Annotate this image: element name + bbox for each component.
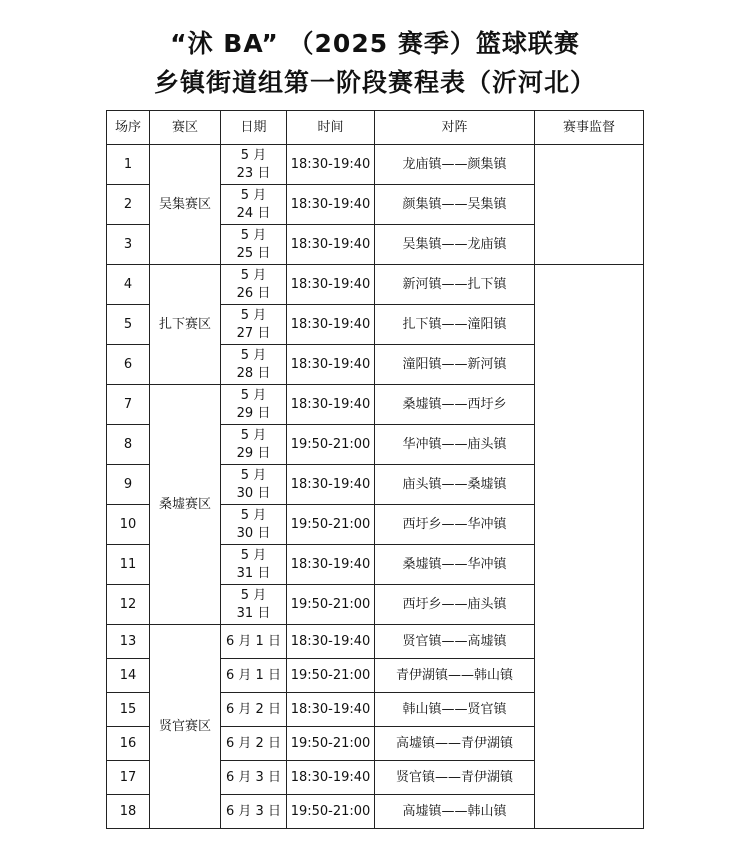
cell-match: 韩山镇——贤官镇 [375, 693, 535, 727]
supervisor-cell [535, 265, 644, 829]
cell-date: 5 月 30 日 [221, 505, 287, 545]
table-row [107, 145, 644, 185]
cell-no: 3 [107, 225, 150, 265]
cell-date: 5 月 28 日 [221, 345, 287, 385]
cell-time: 19:50-21:00 [287, 727, 375, 761]
cell-match: 吴集镇——龙庙镇 [375, 225, 535, 265]
cell-date: 6 月 3 日 [221, 761, 287, 795]
cell-match: 庙头镇——桑墟镇 [375, 465, 535, 505]
cell-date: 5 月 24 日 [221, 185, 287, 225]
cell-time: 18:30-19:40 [287, 761, 375, 795]
cell-no: 17 [107, 761, 150, 795]
cell-no: 10 [107, 505, 150, 545]
table-row [107, 265, 644, 305]
cell-time: 18:30-19:40 [287, 225, 375, 265]
cell-match: 潼阳镇——新河镇 [375, 345, 535, 385]
cell-date: 6 月 1 日 [221, 659, 287, 693]
cell-match: 青伊湖镇——韩山镇 [375, 659, 535, 693]
cell-date: 5 月 25 日 [221, 225, 287, 265]
cell-time: 18:30-19:40 [287, 693, 375, 727]
cell-time: 18:30-19:40 [287, 185, 375, 225]
cell-no: 1 [107, 145, 150, 185]
cell-match: 新河镇——扎下镇 [375, 265, 535, 305]
cell-date: 5 月 30 日 [221, 465, 287, 505]
cell-no: 14 [107, 659, 150, 693]
cell-date: 5 月 31 日 [221, 545, 287, 585]
cell-time: 18:30-19:40 [287, 625, 375, 659]
cell-no: 9 [107, 465, 150, 505]
cell-match: 桑墟镇——华冲镇 [375, 545, 535, 585]
cell-match: 贤官镇——青伊湖镇 [375, 761, 535, 795]
cell-match: 华冲镇——庙头镇 [375, 425, 535, 465]
cell-date: 6 月 2 日 [221, 693, 287, 727]
cell-date: 6 月 2 日 [221, 727, 287, 761]
cell-time: 18:30-19:40 [287, 465, 375, 505]
cell-time: 19:50-21:00 [287, 795, 375, 829]
header-time: 时间 [287, 111, 375, 145]
cell-time: 18:30-19:40 [287, 145, 375, 185]
cell-no: 4 [107, 265, 150, 305]
zone-cell: 贤官赛区 [150, 625, 221, 829]
cell-match: 高墟镇——韩山镇 [375, 795, 535, 829]
cell-match: 西圩乡——华冲镇 [375, 505, 535, 545]
supervisor-cell [535, 145, 644, 265]
header-date: 日期 [221, 111, 287, 145]
zone-cell: 吴集赛区 [150, 145, 221, 265]
cell-time: 19:50-21:00 [287, 659, 375, 693]
cell-no: 18 [107, 795, 150, 829]
cell-time: 18:30-19:40 [287, 385, 375, 425]
cell-date: 6 月 1 日 [221, 625, 287, 659]
cell-date: 5 月 27 日 [221, 305, 287, 345]
cell-no: 13 [107, 625, 150, 659]
cell-match: 颜集镇——吴集镇 [375, 185, 535, 225]
cell-no: 5 [107, 305, 150, 345]
title-line-2: 乡镇街道组第一阶段赛程表（沂河北） [153, 68, 596, 97]
header-match: 对阵 [375, 111, 535, 145]
cell-time: 19:50-21:00 [287, 505, 375, 545]
cell-no: 6 [107, 345, 150, 385]
cell-no: 2 [107, 185, 150, 225]
cell-time: 18:30-19:40 [287, 545, 375, 585]
cell-date: 6 月 3 日 [221, 795, 287, 829]
cell-time: 18:30-19:40 [287, 305, 375, 345]
cell-match: 西圩乡——庙头镇 [375, 585, 535, 625]
cell-time: 18:30-19:40 [287, 345, 375, 385]
cell-match: 高墟镇——青伊湖镇 [375, 727, 535, 761]
cell-time: 19:50-21:00 [287, 585, 375, 625]
cell-date: 5 月 29 日 [221, 385, 287, 425]
cell-date: 5 月 23 日 [221, 145, 287, 185]
cell-match: 桑墟镇——西圩乡 [375, 385, 535, 425]
cell-date: 5 月 26 日 [221, 265, 287, 305]
header-supervisor: 赛事监督 [535, 111, 644, 145]
cell-no: 11 [107, 545, 150, 585]
cell-no: 8 [107, 425, 150, 465]
cell-match: 扎下镇——潼阳镇 [375, 305, 535, 345]
cell-no: 7 [107, 385, 150, 425]
schedule-table [106, 110, 644, 829]
header-zone: 赛区 [150, 111, 221, 145]
cell-no: 12 [107, 585, 150, 625]
header-row [107, 111, 644, 145]
cell-time: 19:50-21:00 [287, 425, 375, 465]
cell-match: 龙庙镇——颜集镇 [375, 145, 535, 185]
zone-cell: 扎下赛区 [150, 265, 221, 385]
header-no: 场序 [107, 111, 150, 145]
cell-time: 18:30-19:40 [287, 265, 375, 305]
cell-date: 5 月 31 日 [221, 585, 287, 625]
cell-no: 15 [107, 693, 150, 727]
title-line-1: “沭 BA” （2025 赛季）篮球联赛 [170, 29, 580, 58]
cell-date: 5 月 29 日 [221, 425, 287, 465]
cell-match: 贤官镇——高墟镇 [375, 625, 535, 659]
zone-cell: 桑墟赛区 [150, 385, 221, 625]
cell-no: 16 [107, 727, 150, 761]
